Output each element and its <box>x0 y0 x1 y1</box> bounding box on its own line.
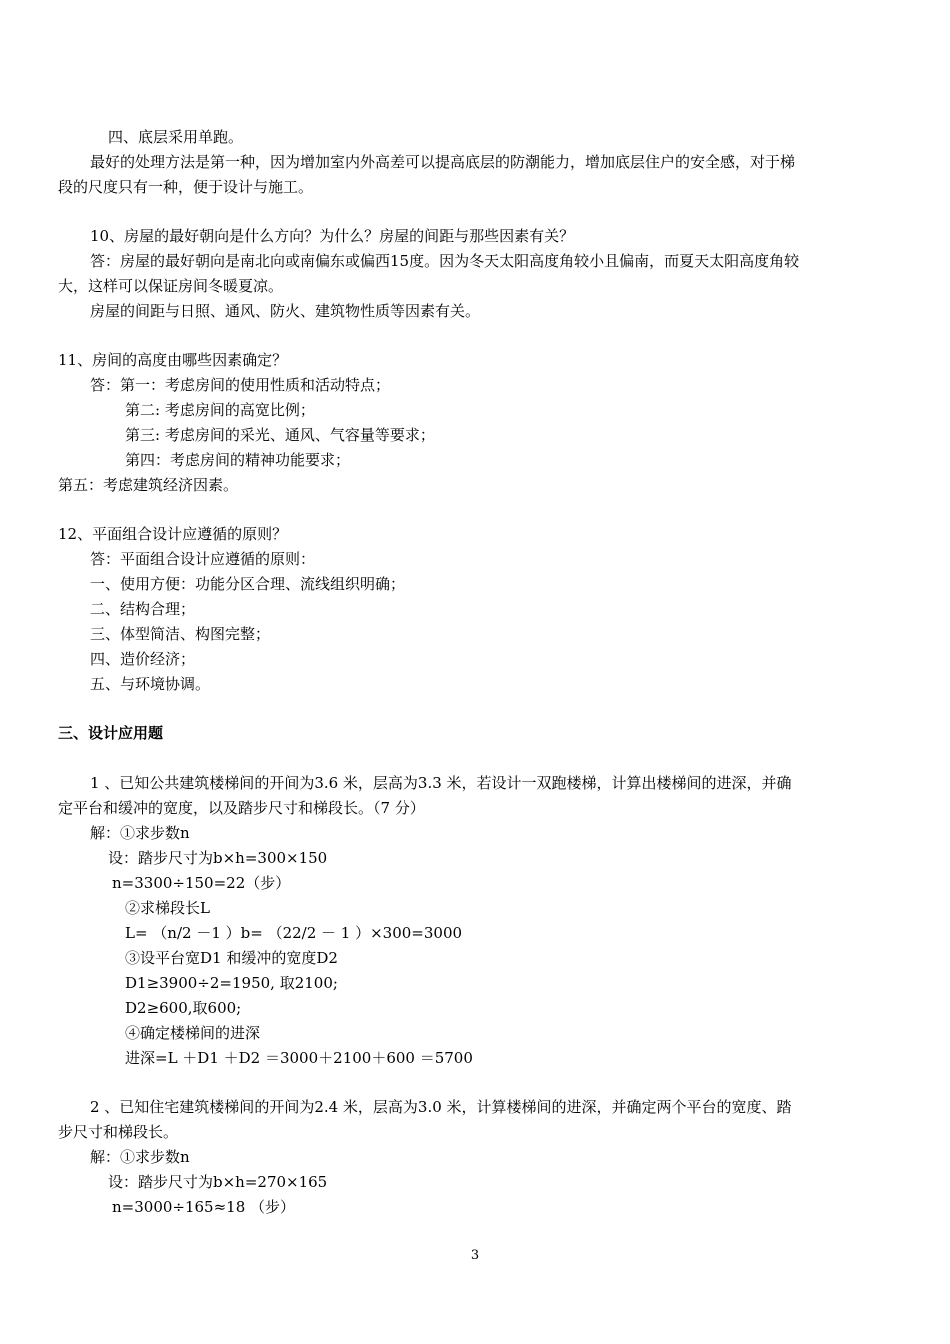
text-line: 步尺寸和梯段长。 <box>58 1123 179 1141</box>
text-line: ③设平台宽D1 和缓冲的宽度D2 <box>125 949 338 967</box>
page-number: 3 <box>470 1248 480 1263</box>
text-line: n=3000÷165≈18 （步） <box>112 1198 296 1216</box>
text-line: 答：第一：考虑房间的使用性质和活动特点； <box>90 376 391 394</box>
text-line: ②求梯段长L <box>125 899 210 917</box>
text-line: 四、造价经济； <box>90 650 196 668</box>
text-line: 解：①求步数n <box>90 824 190 842</box>
text-line: 第四：考虑房间的精神功能要求； <box>125 451 351 469</box>
question-heading: 10、房屋的最好朝向是什么方向？为什么？房屋的间距与那些因素有关？ <box>90 227 575 245</box>
text-line: 二、结构合理； <box>90 600 196 618</box>
text-line: 段的尺度只有一种，便于设计与施工。 <box>58 178 314 196</box>
text-line: 第五：考虑建筑经济因素。 <box>58 476 239 494</box>
text-line: D2≥600,取600; <box>125 999 242 1017</box>
question-heading: 2 、已知住宅建筑楼梯间的开间为2.4 米，层高为3.0 米，计算楼梯间的进深，并确定两个平台的宽度、踏 <box>90 1098 792 1116</box>
question-heading: 11、房间的高度由哪些因素确定？ <box>58 351 288 369</box>
text-line: 答：房屋的最好朝向是南北向或南偏东或偏西15度。因为冬天太阳高度角较小且偏南，而夏天太阳高度角较 <box>90 252 800 270</box>
text-line: 进深=L ＋D1 ＋D2 ＝3000＋2100＋600 ＝5700 <box>125 1049 473 1067</box>
text-line: D1≥3900÷2=1950, 取2100; <box>125 974 338 992</box>
question-heading: 1 、已知公共建筑楼梯间的开间为3.6 米，层高为3.3 米，若设计一双跑楼梯，计算出楼梯间的进深，并确 <box>90 774 792 792</box>
text-line: 最好的处理方法是第一种，因为增加室内外高差可以提高底层的防潮能力，增加底层住户的安全感，对于梯 <box>90 153 796 171</box>
text-line: ④确定楼梯间的进深 <box>125 1024 261 1042</box>
text-line: 定平台和缓冲的宽度，以及踏步尺寸和梯段长。（7 分） <box>58 799 425 817</box>
text-line: 解：①求步数n <box>90 1148 190 1166</box>
text-line: 设：踏步尺寸为b×h=300×150 <box>108 849 328 867</box>
text-line: 一、使用方便：功能分区合理、流线组织明确； <box>90 575 406 593</box>
section-heading: 三、设计应用题 <box>58 724 164 742</box>
text-line: 四、底层采用单跑。 <box>108 128 244 146</box>
text-line: 第二: 考虑房间的高宽比例； <box>125 401 315 419</box>
text-line: 大，这样可以保证房间冬暖夏凉。 <box>58 277 284 295</box>
text-line: 第三: 考虑房间的采光、通风、气容量等要求； <box>125 426 435 444</box>
text-line: L= （n/2 －1 ）b= （22/2 － 1 ）×300=3000 <box>125 924 463 942</box>
text-line: 房屋的间距与日照、通风、防火、建筑物性质等因素有关。 <box>90 302 481 320</box>
text-line: 三、体型简洁、构图完整； <box>90 625 271 643</box>
text-line: n=3300÷150=22（步） <box>112 874 291 892</box>
text-line: 五、与环境协调。 <box>90 675 211 693</box>
question-heading: 12、平面组合设计应遵循的原则？ <box>58 525 288 543</box>
text-line: 答：平面组合设计应遵循的原则： <box>90 550 316 568</box>
text-line: 设：踏步尺寸为b×h=270×165 <box>108 1173 328 1191</box>
